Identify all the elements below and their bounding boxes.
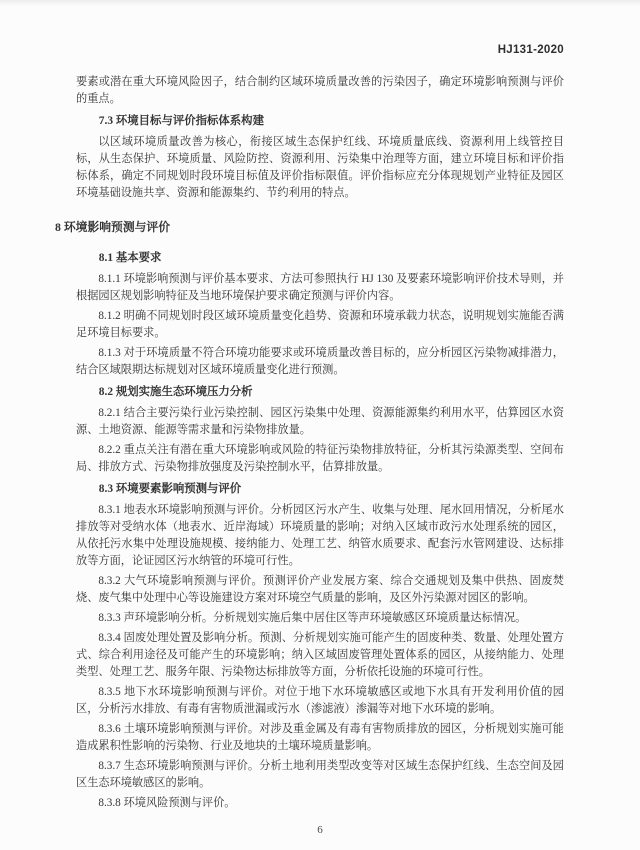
paragraph: 8.3.3 声环境影响分析。分析规划实施后集中居住区等声环境敏感区环境质量达标情况。	[98, 612, 527, 624]
section-heading: 8.2 规划实施生态环境压力分析	[98, 386, 253, 398]
chapter-heading: 8 环境影响预测与评价	[55, 220, 171, 234]
paragraph: 8.3.5 地下水环境影响预测与评价。对位于地下水环境敏感区或地下水具有开发利用价值的园区，分析污水排放、有毒有害物质泄漏或污水（渗滤液）渗漏等对地下水环境的影响。	[76, 686, 564, 715]
paragraph: 8.3.1 地表水环境影响预测与评价。分析园区污水产生、收集与处理、尾水回用情况，分析尾水排放等对受纳水体（地表水、近岸海域）环境质量的影响；对纳入区域市政污水处理系统的园区，从依托污水集中处理设施规模、接纳能力、处理工艺、纳管水质要求、配套污水管网建设、达标排放等方面，论证园区污水纳管的环境可行性。	[76, 504, 564, 567]
paragraph: 8.3.6 土壤环境影响预测与评价。对涉及重金属及有毒有害物质排放的园区，分析规划实施可能造成累积性影响的污染物、行业及地块的土壤环境质量影响。	[76, 723, 564, 752]
paragraph: 要素或潜在重大环境风险因子，结合制约区域环境质量改善的污染因子，确定环境影响预测与评价的重点。	[76, 76, 564, 105]
paragraph: 8.2.2 重点关注有潜在重大环境影响或风险的特征污染物排放特征，分析其污染源类型、空间布局、排放方式、污染物排放强度及污染控制水平，估算排放量。	[76, 444, 564, 473]
paragraph: 8.3.7 生态环境影响预测与评价。分析土地利用类型改变等对区域生态保护红线、生态空间及园区生态环境敏感区的影响。	[76, 760, 564, 789]
paragraph: 8.2.1 结合主要污染行业污染控制、园区污染集中处理、资源能源集约利用水平，估算园区水资源、土地资源、能源等需求量和污染物排放量。	[76, 407, 564, 436]
paragraph: 8.1.3 对于环境质量不符合环境功能要求或环境质量改善目标的，应分析园区污染物减排潜力，结合区域限期达标规划对区域环境质量变化进行预测。	[76, 347, 564, 376]
paragraph: 8.3.2 大气环境影响预测与评价。预测评价产业发展方案、综合交通规划及集中供热、固废焚烧、废气集中处理中心等设施建设方案对环境空气质量的影响，及区外污染源对园区的影响。	[76, 575, 564, 604]
section-heading: 8.1 基本要求	[98, 252, 162, 264]
paragraph: 8.3.8 环境风险预测与评价。	[98, 797, 236, 809]
document-body	[55, 71, 564, 815]
paragraph: 8.1.1 环境影响预测与评价基本要求、方法可参照执行 HJ 130 及要素环境影响评价技术导则，并根据园区规划影响特征及当地环境保护要求确定预测与评价内容。	[76, 273, 564, 302]
standard-number-header: HJ131-2020	[497, 44, 564, 56]
section-heading: 7.3 环境目标与评价指标体系构建	[98, 115, 264, 127]
page-number: 6	[317, 824, 323, 836]
paragraph: 8.1.2 明确不同规划时段区域环境质量变化趋势、资源和环境承载力状态，说明规划实施能否满足环境目标要求。	[76, 310, 564, 339]
section-heading: 8.3 环境要素影响预测与评价	[98, 483, 242, 495]
paragraph: 以区域环境质量改善为核心，衔接区域生态保护红线、环境质量底线、资源利用上线管控目标，从生态保护、环境质量、风险防控、资源利用、污染集中治理等方面，建立环境目标和评价指标体系，确定不同规划时段环境目标值及评价指标限值。评价指标应充分体现规划产业特征及园区环境基础设施共享、资源和能源集约、节约利用的特点。	[76, 136, 564, 199]
paragraph: 8.3.4 固废处理处置及影响分析。预测、分析规划实施可能产生的固废种类、数量、处理处置方式、综合利用途径及可能产生的环境影响；纳入区域固废管理处置体系的园区，从接纳能力、处理类型、处理工艺、服务年限、污染物达标排放等方面，分析依托设施的环境可行性。	[76, 632, 564, 678]
